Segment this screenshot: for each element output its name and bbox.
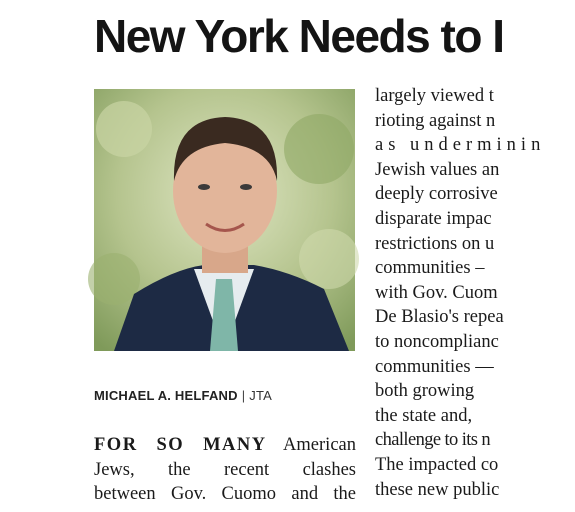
right-line: communities –: [375, 258, 485, 279]
byline-author: MICHAEL A. HELFAND: [94, 388, 238, 403]
right-line: Jewish values an: [375, 159, 500, 180]
right-line: rioting against n: [375, 110, 496, 131]
right-line: to noncomplianc: [375, 331, 499, 352]
left-line-text: American: [266, 435, 356, 455]
right-line: deeply corrosive: [375, 184, 498, 205]
right-line: challenge to its n: [375, 430, 491, 451]
byline-separator: |: [241, 388, 246, 403]
left-line: between Gov. Cuomo and the: [94, 484, 356, 504]
right-line: both growing: [375, 381, 475, 402]
left-line: Jews, the recent clashes: [94, 459, 356, 480]
right-line: restrictions on u: [375, 233, 495, 254]
right-column-text: [375, 84, 575, 502]
headline: New York Needs to I: [94, 10, 504, 62]
right-line: The impacted co: [375, 454, 499, 475]
byline: [94, 388, 272, 403]
lead-in: FOR SO MANY: [94, 435, 267, 455]
right-line: largely viewed t: [375, 86, 494, 106]
right-line: the state and,: [375, 405, 473, 426]
right-line: disparate impac: [375, 208, 492, 229]
right-line: as underminin: [375, 135, 546, 156]
left-column-text: [94, 433, 356, 507]
right-line: De Blasio's repea: [375, 307, 504, 328]
left-line: [94, 433, 356, 458]
right-line: with Gov. Cuom: [375, 282, 498, 303]
byline-agency: JTA: [249, 388, 273, 403]
author-photo: [94, 89, 355, 351]
right-line: these new public: [375, 479, 500, 500]
right-line: communities —: [375, 356, 494, 377]
